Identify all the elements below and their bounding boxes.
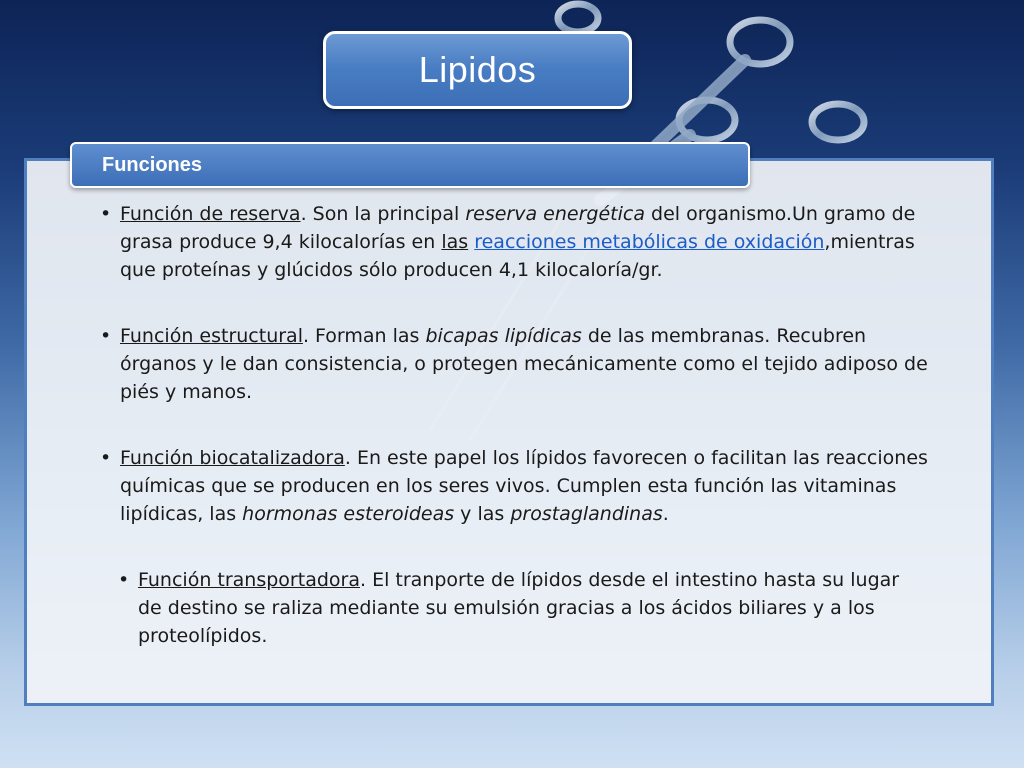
item-heading: Función biocatalizadora	[120, 447, 345, 469]
functions-list	[98, 200, 928, 688]
item-heading: Función transportadora	[138, 569, 360, 591]
item-text: . En este papel los lípidos favorecen o facilitan las reacciones químicas que se producen en los seres vivos. Cumplen esta función las vitaminas lipídicas, las	[120, 447, 928, 525]
link-las[interactable]: las	[441, 231, 469, 253]
item-emphasis: reserva energética	[465, 203, 645, 225]
item-text: . Son la principal	[300, 203, 466, 225]
bullet: •	[100, 325, 112, 347]
list-item-biocatalizadora	[98, 444, 928, 528]
slide-title: Lipidos	[323, 31, 632, 109]
item-text: . Forman las	[302, 325, 426, 347]
bullet: •	[100, 203, 112, 225]
item-text: de las membranas. Recubren órganos y le dan consistencia, o protegen mecánicamente como el tejido adiposo de piés y manos.	[120, 325, 928, 403]
item-emphasis: bicapas lipídicas	[425, 325, 582, 347]
item-emphasis: prostaglandinas	[510, 503, 663, 525]
item-text: .	[662, 503, 669, 525]
bullet: •	[100, 447, 112, 469]
list-item-transportadora	[116, 566, 928, 650]
item-heading: Función estructural	[120, 325, 303, 347]
list-item-reserva	[98, 200, 928, 284]
link-reacciones-metabolicas[interactable]: reacciones metabólicas de oxidación	[474, 231, 825, 253]
item-emphasis: hormonas esteroideas	[242, 503, 455, 525]
item-text: . El tranporte de lípidos desde el intestino hasta su lugar de destino se raliza mediante su emulsión gracias a los ácidos biliares y a los proteolípidos.	[138, 569, 900, 647]
item-heading: Función de reserva	[120, 203, 301, 225]
section-header: Funciones	[70, 142, 750, 188]
bullet: •	[118, 569, 130, 591]
item-text: y las	[454, 503, 511, 525]
item-text: del organismo.Un gramo de grasa produce 9,4 kilocalorías en	[120, 203, 916, 253]
item-text: ,mientras que proteínas y glúcidos sólo producen 4,1 kilocaloría/gr.	[120, 231, 915, 281]
list-item-estructural	[98, 322, 928, 406]
